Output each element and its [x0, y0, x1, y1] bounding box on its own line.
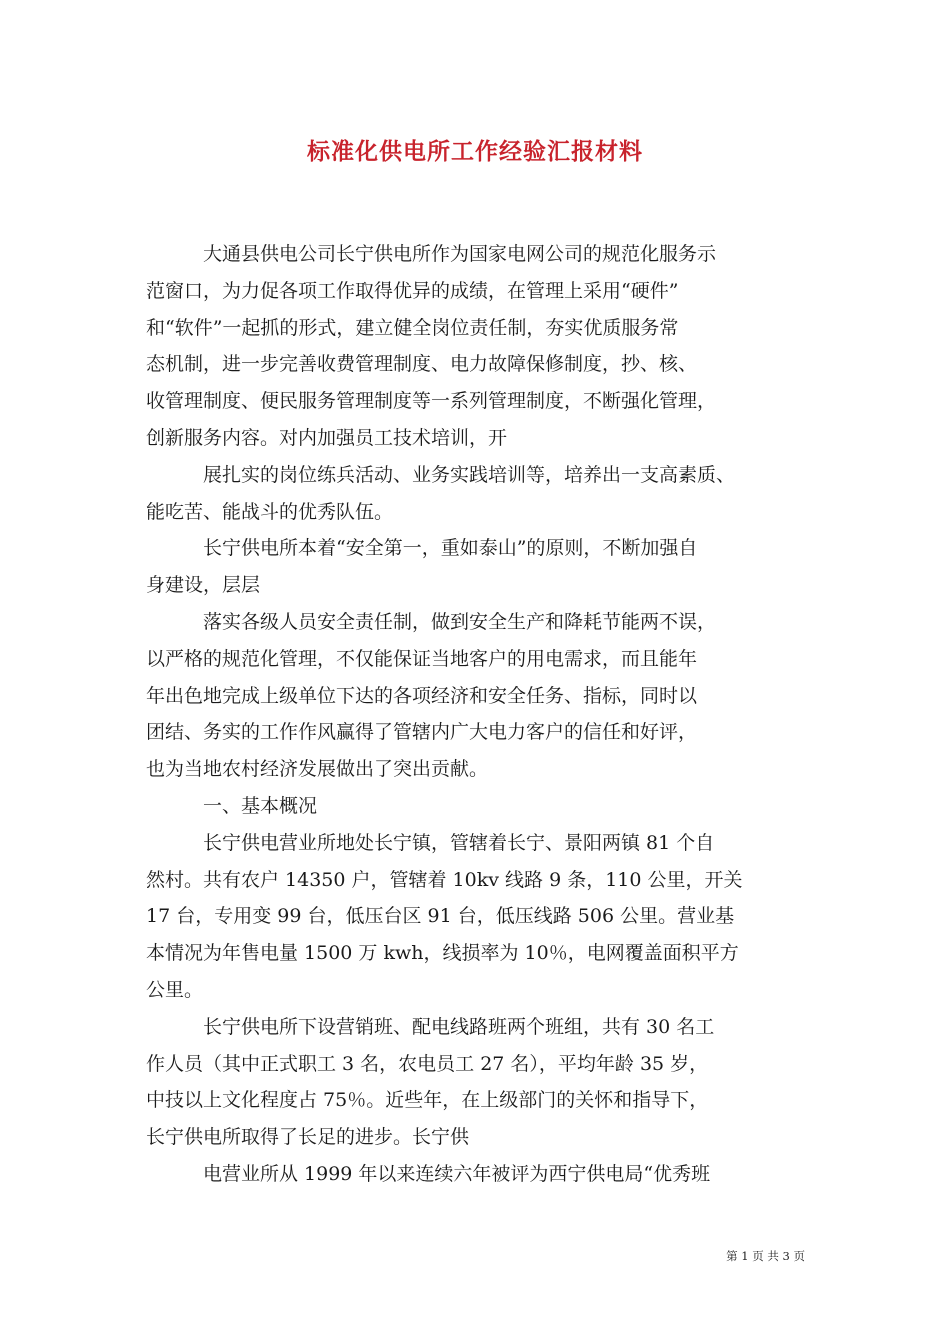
text-line: 长宁供电所取得了长足的进步。长宁供	[146, 1126, 470, 1149]
page-footer: 第 1 页 共 3 页	[726, 1249, 805, 1263]
text-line: 展扎实的岗位练兵活动、业务实践培训等，培养出一支高素质、	[203, 463, 736, 486]
text-line: 也为当地农村经济发展做出了突出贡献。	[146, 758, 489, 781]
text-line: 范窗口，为力促各项工作取得优异的成绩，在管理上采用“硬件”	[146, 279, 679, 302]
text-line: 公里。	[146, 978, 204, 1001]
paragraph	[146, 1009, 826, 1156]
text-line: 电营业所从 1999 年以来连续六年被评为西宁供电局“优秀班	[203, 1162, 711, 1185]
text-line: 长宁供电所本着“安全第一，重如泰山”的原则，不断加强自	[203, 537, 698, 560]
text-line: 团结、务实的工作作风赢得了管辖内广大电力客户的信任和好评，	[146, 721, 698, 744]
document-body	[146, 236, 826, 1193]
paragraph	[146, 530, 826, 604]
paragraph	[146, 1156, 826, 1193]
text-line: 收管理制度、便民服务管理制度等一系列管理制度，不断强化管理，	[146, 390, 717, 413]
paragraph	[146, 457, 826, 531]
text-line: 态机制，进一步完善收费管理制度、电力故障保修制度，抄、核、	[146, 353, 698, 376]
text-line: 落实各级人员安全责任制，做到安全生产和降耗节能两不误，	[203, 610, 717, 633]
text-line: 和“软件”一起抓的形式，建立健全岗位责任制，夯实优质服务常	[146, 316, 679, 339]
text-line: 中技以上文化程度占 75％。近些年，在上级部门的关怀和指导下，	[146, 1089, 709, 1112]
text-line: 身建设，层层	[146, 574, 261, 597]
paragraph	[146, 604, 826, 788]
text-line: 本情况为年售电量 1500 万 kwh，线损率为 10％，电网覆盖面积平方	[146, 942, 739, 965]
text-line: 创新服务内容。对内加强员工技术培训，开	[146, 426, 508, 449]
text-line: 年出色地完成上级单位下达的各项经济和安全任务、指标，同时以	[146, 684, 698, 707]
document-title: 标准化供电所工作经验汇报材料	[307, 138, 643, 165]
text-line: 能吃苦、能战斗的优秀队伍。	[146, 500, 394, 523]
paragraph	[146, 788, 826, 825]
text-line: 大通县供电公司长宁供电所作为国家电网公司的规范化服务示	[203, 243, 717, 265]
text-line: 以严格的规范化管理，不仅能保证当地客户的用电需求，而且能年	[146, 647, 698, 670]
text-line: 17 台，专用变 99 台，低压台区 91 台，低压线路 506 公里。营业基	[146, 905, 735, 928]
paragraph	[146, 825, 826, 1009]
text-line: 长宁供电营业所地处长宁镇，管辖着长宁、景阳两镇 81 个自	[203, 831, 715, 854]
text-line: 作人员（其中正式职工 3 名，农电员工 27 名），平均年龄 35 岁，	[146, 1052, 709, 1075]
text-line: 长宁供电所下设营销班、配电线路班两个班组，共有 30 名工	[203, 1015, 715, 1038]
text-line: 然村。共有农户 14350 户，管辖着 10kv 线路 9 条，110 公里，开关	[146, 868, 743, 891]
paragraph	[146, 236, 826, 457]
text-line: 一、基本概况	[203, 794, 318, 817]
